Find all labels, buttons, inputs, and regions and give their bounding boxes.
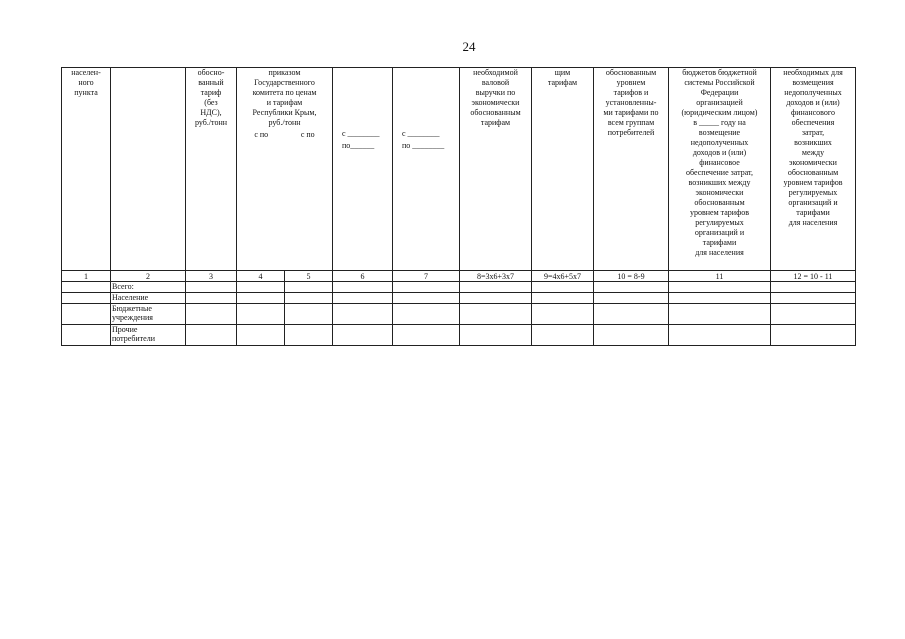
column-number: 1 — [62, 271, 111, 282]
table-row — [62, 325, 856, 346]
column-number: 9=4х6+5х7 — [532, 271, 594, 282]
row-label: Население — [111, 293, 186, 304]
table-row — [62, 282, 856, 293]
table-row — [62, 304, 856, 325]
header-sub-period-5: с по — [300, 130, 315, 139]
column-number: 6 — [333, 271, 393, 282]
header-sub-period-4: с по — [254, 130, 269, 139]
header-period-7: с ________ по ________ — [393, 68, 460, 271]
page-number: 24 — [462, 39, 476, 54]
row-label: Бюджетные учреждения — [111, 304, 186, 325]
column-number: 4 — [237, 271, 285, 282]
column-number: 10 = 8-9 — [594, 271, 669, 282]
row-label: Всего: — [111, 282, 186, 293]
column-number: 3 — [186, 271, 237, 282]
header-compensation: необходимых для возмещения недополученных доходов и (или) финансового обеспечения затрат, возникших между экономически обоснованным уровнем тарифов регулируемых организаций и тарифами для населения — [771, 68, 856, 271]
column-number: 7 — [393, 271, 460, 282]
column-number: 5 — [285, 271, 333, 282]
row-label: Прочие потребители — [111, 325, 186, 346]
header-subsidy: бюджетов бюджетной системы Российской Федерации организацией (юридическим лицом) в _____ году на возмещение недополученных доходов и (или) финансовое обеспечение затрат, возникших между экономически обоснованным уровнем тарифов регулируемых организаций и тарифами для населения — [669, 68, 771, 271]
header-current-tariffs: щим тарифам — [532, 68, 594, 271]
header-period-6: с ________ по______ — [333, 68, 393, 271]
header-justified-tariff: обосно- ванный тариф (без НДС), руб./тонн — [186, 68, 237, 271]
column-number: 11 — [669, 271, 771, 282]
header-row — [62, 68, 856, 271]
column-number: 8=3х6+3х7 — [460, 271, 532, 282]
header-settlement: населен- ного пункта — [62, 68, 111, 271]
column-number: 12 = 10 - 11 — [771, 271, 856, 282]
header-difference: обоснованным уровнем тарифов и установленны- ми тарифами по всем группам потребителей — [594, 68, 669, 271]
column-number: 2 — [111, 271, 186, 282]
tariff-table — [61, 67, 856, 346]
header-consumer-group — [111, 68, 186, 271]
header-approved-tariff: приказом Государственного комитета по ценам и тарифам Республики Крым, руб./тонн с по с по — [237, 68, 333, 271]
table-row — [62, 293, 856, 304]
column-numbers-row — [62, 271, 856, 282]
header-revenue: необходимой валовой выручки по экономически обоснованным тарифам — [460, 68, 532, 271]
